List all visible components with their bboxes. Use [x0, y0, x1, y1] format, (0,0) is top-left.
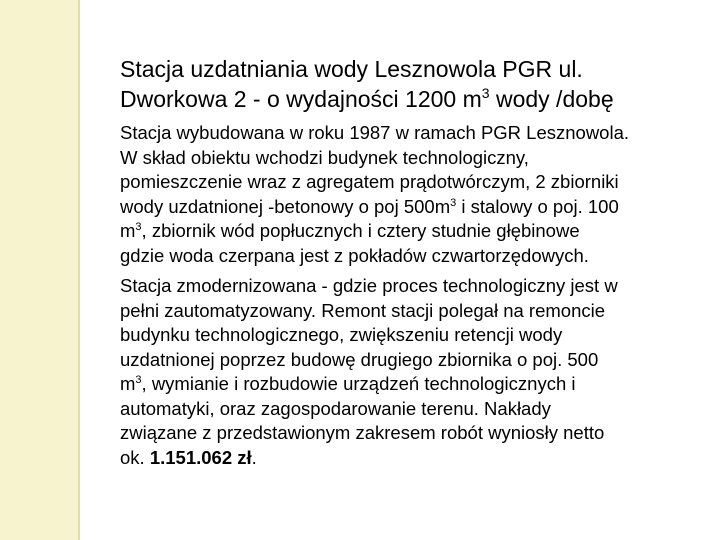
- para1-line-5-end: , zbiornik wód popłucznych i cztery studnie głębinowe: [141, 220, 580, 241]
- para1-line-4-text: wody uzdatnionej -betonowy o poj 500m: [120, 195, 451, 217]
- para2-line-8-end: .: [251, 446, 257, 468]
- decorative-side-band: [0, 0, 78, 540]
- para2-line-5: [120, 372, 695, 397]
- side-band-edge: [78, 0, 80, 540]
- para2-line-5-text: m: [120, 373, 136, 394]
- para2-line-5-end: , wymianie i rozbudowie urządzeń technologicznych i: [141, 373, 576, 394]
- para1-line-5: [120, 219, 695, 244]
- para1-line-1: Stacja wybudowana w roku 1987 w ramach PGR Lesznowola.: [120, 122, 630, 143]
- title-superscript: 3: [481, 85, 490, 101]
- para2-line-3: budynku technologicznego, zwiększeniu retencji wody: [120, 324, 563, 345]
- para1-line-5-superscript: 3: [135, 221, 142, 233]
- para2-line-8-text: ok.: [120, 446, 150, 468]
- para2-line-8: [120, 446, 695, 471]
- title-line-2: [120, 84, 695, 114]
- paragraph-modernization: [120, 274, 695, 470]
- cost-amount: 1.151.062 zł: [149, 446, 252, 468]
- para2-line-1: Stacja zmodernizowana - gdzie proces technologiczny jest w: [120, 275, 618, 296]
- para1-line-4-end: i stalowy o poj. 100: [456, 195, 619, 217]
- title-line-1: Stacja uzdatniania wody Lesznowola PGR ul.: [120, 56, 583, 82]
- para2-line-7: związane z przedstawionym zakresem robót wyniosły netto: [120, 422, 605, 443]
- paragraph-construction: [120, 121, 695, 268]
- para1-line-4-superscript: 3: [450, 196, 457, 209]
- title-line-2-text: Dworkowa 2 - o wydajności 1200 m: [120, 86, 482, 112]
- slide-content: [120, 54, 695, 476]
- para1-line-5-text: m: [120, 220, 136, 241]
- para1-line-2: W skład obiektu wchodzi budynek technologiczny,: [120, 146, 529, 168]
- para2-line-2: pełni zautomatyzowany. Remont stacji polegał na remoncie: [120, 299, 606, 321]
- para1-line-6: gdzie woda czerpana jest z pokładów czwartorzędowych.: [120, 244, 589, 266]
- para2-line-5-superscript: 3: [135, 374, 142, 386]
- para2-line-4: uzdatnionej poprzez budowę drugiego zbiornika o poj. 500: [120, 348, 599, 370]
- title-line-2-end: wody /dobę: [489, 86, 614, 112]
- para2-line-6: automatyki, oraz zagospodarowanie terenu. Nakłady: [120, 397, 551, 419]
- para1-line-3: pomieszczenie wraz z agregatem prądotwórczym, 2 zbiorniki: [120, 171, 619, 192]
- para1-line-4: [120, 195, 695, 220]
- slide-title: [120, 54, 695, 114]
